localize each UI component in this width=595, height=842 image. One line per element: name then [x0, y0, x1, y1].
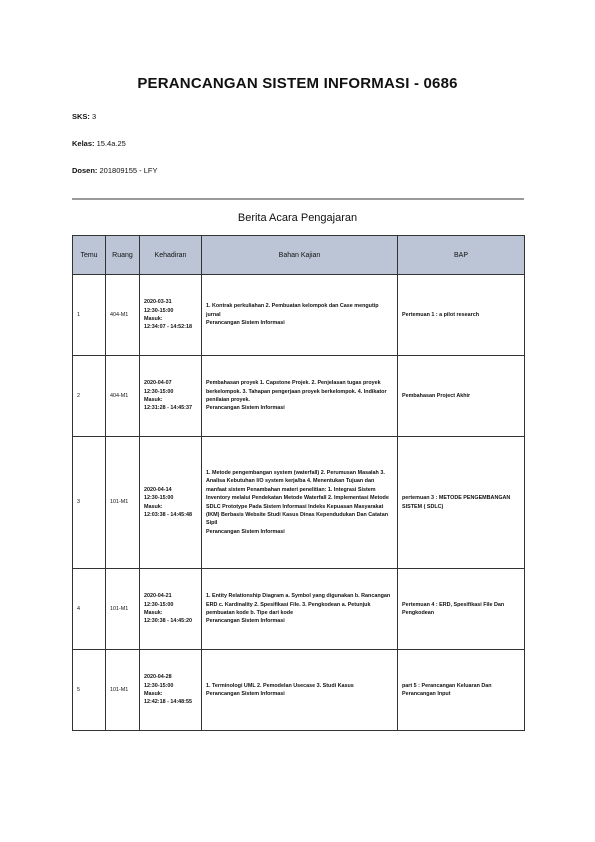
kehadiran-cell: [140, 569, 202, 650]
bahan-kajian-text: 1. Terminologi UML 2. Pemodelan Usecase 3. Studi Kasus: [206, 682, 354, 689]
temu-cell: 5: [73, 650, 106, 731]
dosen-value: 201809155 - LFY: [99, 166, 158, 175]
kehadiran-cell: [140, 437, 202, 569]
bap-cell: Pembahasan Project Akhir: [398, 356, 525, 437]
ruang-cell: 404-M1: [106, 356, 140, 437]
horizontal-divider: [72, 198, 524, 200]
bap-cell: Pertemuan 1 : a pilot research: [398, 275, 525, 356]
bahan-kajian-course: Perancangan Sistem Informasi: [206, 320, 285, 327]
ruang-cell: 101-M1: [106, 437, 140, 569]
kehadiran-time: 12:30-15:00: [144, 682, 174, 689]
column-header-kehadiran: Kehadiran: [140, 236, 202, 275]
dosen-line: [72, 166, 157, 175]
ruang-cell: 404-M1: [106, 275, 140, 356]
kehadiran-masuk-label: Masuk:: [144, 397, 163, 403]
kehadiran-time: 12:30-15:00: [144, 495, 174, 502]
kehadiran-cell: [140, 275, 202, 356]
kehadiran-date: 2020-04-07: [144, 380, 172, 387]
table-row: [73, 650, 525, 731]
page-title: PERANCANGAN SISTEM INFORMASI - 0686: [137, 75, 458, 92]
sks-label: SKS:: [72, 112, 90, 121]
bahan-kajian-course: Perancangan Sistem Informasi: [206, 691, 285, 697]
kelas-value: 15.4a.25: [96, 139, 126, 148]
table-row: [73, 356, 525, 437]
bap-table: [72, 235, 525, 731]
column-header-bap: BAP: [398, 236, 525, 275]
kehadiran-masuk-label: Masuk:: [144, 316, 163, 322]
bahan-kajian-course: Perancangan Sistem Informasi: [206, 405, 285, 412]
section-title: Berita Acara Pengajaran: [237, 212, 358, 224]
kelas-line: [72, 139, 126, 148]
bahan-kajian-course: Perancangan Sistem Informasi: [206, 618, 285, 625]
bap-cell: part 5 : Perancangan Keluaran Dan Perancangan Input: [398, 650, 525, 731]
table-row: [73, 437, 525, 569]
bahan-kajian-cell: [202, 275, 398, 356]
kehadiran-masuk: 12:30:38 - 14:45:20: [144, 618, 192, 625]
kehadiran-time: 12:30-15:00: [144, 601, 174, 608]
kehadiran-masuk: 12:42:18 - 14:48:55: [144, 699, 192, 706]
dosen-label: Dosen:: [72, 166, 98, 175]
kehadiran-masuk-label: Masuk:: [144, 610, 163, 616]
ruang-cell: 101-M1: [106, 650, 140, 731]
kehadiran-time: 12:30-15:00: [144, 388, 174, 395]
table-row: [73, 275, 525, 356]
bap-cell: pertemuan 3 : METODE PENGEMBANGAN SISTEM ( SDLC): [398, 437, 525, 569]
bahan-kajian-cell: [202, 356, 398, 437]
kehadiran-masuk-label: Masuk:: [144, 691, 163, 697]
column-header-bahan-kajian: Bahan Kajian: [202, 236, 398, 275]
kehadiran-date: 2020-04-14: [144, 486, 172, 493]
bahan-kajian-cell: [202, 437, 398, 569]
bahan-kajian-cell: [202, 650, 398, 731]
kehadiran-masuk-label: Masuk:: [144, 503, 163, 510]
sks-value: 3: [92, 112, 97, 121]
kelas-label: Kelas:: [72, 139, 95, 148]
kehadiran-masuk: 12:31:28 - 14:45:37: [144, 405, 192, 412]
temu-cell: 4: [73, 569, 106, 650]
bahan-kajian-course: Perancangan Sistem Informasi: [206, 528, 285, 535]
kehadiran-date: 2020-03-31: [144, 299, 172, 306]
column-header-temu: Temu: [73, 236, 106, 275]
kehadiran-date: 2020-04-28: [144, 674, 172, 681]
bahan-kajian-text: 1. Kontrak perkuliahan 2. Pembuatan kelompok dan Case mengutip jurnal: [206, 303, 379, 318]
table-row: [73, 569, 525, 650]
kehadiran-masuk: 12:34:07 - 14:52:18: [144, 324, 192, 331]
kehadiran-date: 2020-04-21: [144, 593, 172, 600]
bahan-kajian-text: 1. Metode pengembangan system (waterfall) 2. Perumusan Masalah 3. Analisa Kebutuhan I/O system kerja/ba 4. Menentukan Tujuan dan manfaat sistem Penambahan materi penelitian: 1. Integrasi Sistem Inventory melalui Pendekatan Metode Waterfall 2. Implementasi Metode SDLC Prototype Pada Sistem Informasi Indeks Kepuasan Masyarakat (IKM) Berbasis Website Studi Kasus Dinas Kependudukan Dan Catatan Sipil: [206, 470, 389, 527]
bahan-kajian-cell: [202, 569, 398, 650]
temu-cell: 1: [73, 275, 106, 356]
sks-line: [72, 112, 96, 121]
temu-cell: 3: [73, 437, 106, 569]
kehadiran-time: 12:30-15:00: [144, 307, 174, 314]
kehadiran-masuk: 12:03:38 - 14:45:48: [144, 511, 192, 518]
bahan-kajian-text: 1. Entity Relationship Diagram a. Symbol yang digunakan b. Rancangan ERD c. Kardinality 2. Spesifikasi File. 3. Pengkodean a. Petunjuk pembuatan kode b. Tipe dari kode: [206, 593, 391, 616]
kehadiran-cell: [140, 650, 202, 731]
bap-cell: Pertemuan 4 : ERD, Spesifikasi File Dan Pengkodean: [398, 569, 525, 650]
table-header-row: [73, 236, 525, 275]
temu-cell: 2: [73, 356, 106, 437]
bahan-kajian-text: Pembahasan proyek 1. Capstone Projek. 2. Penjelasan tugas proyek berkelompok. 3. Tahapan pengerjaan proyek berkelompok. 4. Indikator penilaian proyek.: [206, 380, 387, 403]
ruang-cell: 101-M1: [106, 569, 140, 650]
kehadiran-cell: [140, 356, 202, 437]
column-header-ruang: Ruang: [106, 236, 140, 275]
